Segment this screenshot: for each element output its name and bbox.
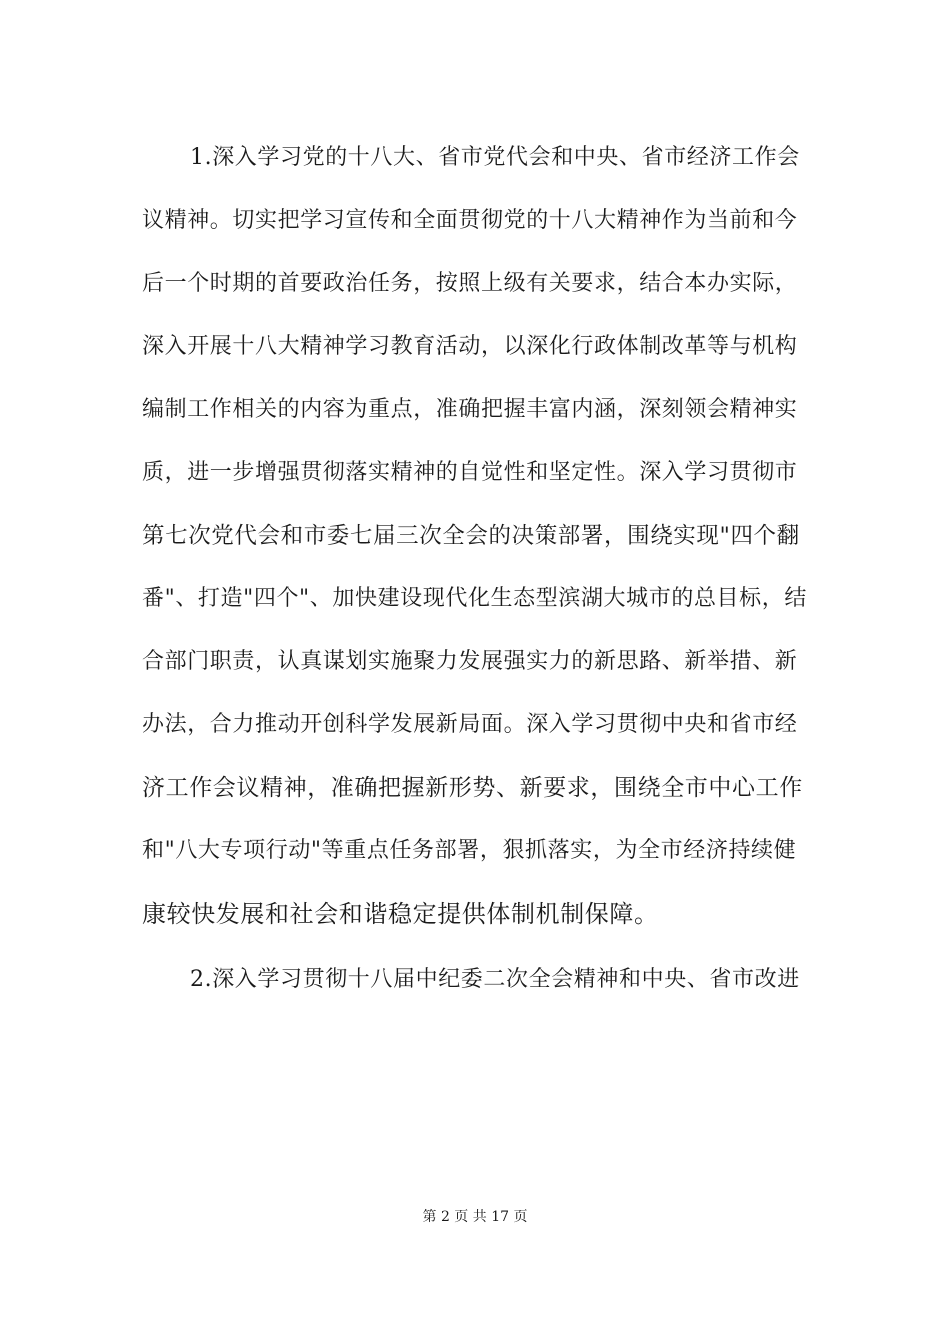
paragraph-1-line-7: 第七次党代会和市委七届三次全会的决策部署，围绕实现"四个翻 [142,523,800,549]
paragraph-1-line-1: 1.深入学习党的十八大、省市党代会和中央、省市经济工作会 [190,145,800,170]
paragraph-1-line-13: 康较快发展和社会和谐稳定提供体制机制保障。 [142,900,659,928]
paragraph-1-line-5: 编制工作相关的内容为重点，准确把握丰富内涵，深刻领会精神实 [142,397,798,422]
paragraph-2-line-1: 2.深入学习贯彻十八届中纪委二次全会精神和中央、省市改进 [190,967,800,992]
page-number-footer: 第 2 页 共 17 页 [422,1209,528,1225]
paragraph-1-line-12: 和"八大专项行动"等重点任务部署，狠抓落实，为全市经济持续健 [142,838,797,863]
paragraph-1-line-2: 议精神。切实把学习宣传和全面贯彻党的十八大精神作为当前和今 [142,208,798,233]
paragraph-1-line-4: 深入开展十八大精神学习教育活动，以深化行政体制改革等与机构 [142,334,798,359]
paragraph-1-line-10: 办法，合力推动开创科学发展新局面。深入学习贯彻中央和省市经 [142,712,798,737]
paragraph-1-line-3: 后一个时期的首要政治任务，按照上级有关要求，结合本办实际， [142,271,798,296]
paragraph-1-line-11: 济工作会议精神，准确把握新形势、新要求，围绕全市中心工作 [142,775,803,801]
paragraph-1-line-6: 质，进一步增强贯彻落实精神的自觉性和坚定性。深入学习贯彻市 [142,460,798,485]
paragraph-1-line-8: 番"、打造"四个"、加快建设现代化生态型滨湖大城市的总目标，结 [142,586,807,611]
paragraph-1-line-9: 合部门职责，认真谋划实施聚力发展强实力的新思路、新举措、新 [142,649,798,674]
